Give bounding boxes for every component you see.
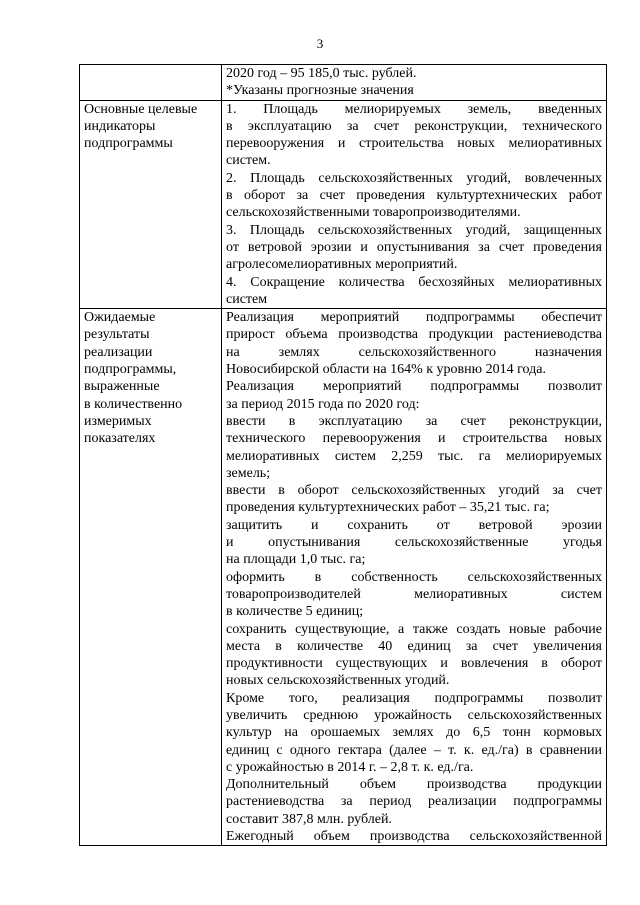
table-row (80, 100, 607, 309)
content-line: в оборот за счет проведения культуртехнических работ (226, 188, 602, 204)
label-line: измеримых (84, 413, 152, 429)
label-line: результаты (84, 327, 150, 343)
content-line: культур на орошаемых землях до 6,5 тонн кормовых (226, 725, 602, 741)
label-line: в количественно (84, 396, 183, 412)
content-line: и опустынивания сельскохозяйственные угодья (226, 535, 602, 551)
table-row (80, 65, 607, 101)
indicator-label-cell (80, 309, 222, 846)
content-line: единиц с одного гектара (далее – т. к. ед./га) в сравнении (226, 742, 602, 758)
label-line: Ожидаемые (84, 310, 156, 326)
content-line: Дополнительный объем производства продукции (226, 777, 602, 793)
content-line: агролесомелиоративных мероприятий. (226, 257, 458, 273)
content-line: увеличить среднюю урожайность сельскохозяйственных (226, 707, 602, 723)
content-line: на землях сельскохозяйственного назначения (226, 344, 602, 360)
label-line: выраженные (84, 379, 160, 395)
content-line: новых сельскохозяйственных угодий. (226, 673, 450, 689)
content-line: прирост объема производства продукции растениеводства (226, 327, 602, 343)
content-line: в количестве 5 единиц; (226, 604, 364, 620)
label-line: индикаторы (84, 118, 156, 134)
content-line: перевооружения и строительства новых мелиоративных (226, 136, 602, 152)
label-line: реализации (84, 344, 153, 360)
content-line: систем. (226, 153, 271, 169)
content-line: за период 2015 года по 2020 год: (226, 396, 420, 412)
content-line: на площади 1,0 тыс. га; (226, 552, 366, 568)
content-line: в эксплуатацию за счет реконструкции, технического (226, 118, 602, 134)
content-line: проведения культуртехнических работ – 35,21 тыс. га; (226, 500, 550, 516)
page-number: 3 (316, 36, 324, 51)
table-row (80, 309, 607, 846)
content-line: с урожайностью в 2014 г. – 2,8 т. к. ед./га. (226, 759, 474, 775)
indicator-label-cell (80, 65, 222, 101)
table-body (80, 65, 607, 846)
content-line: составит 387,8 млн. рублей. (226, 811, 392, 827)
content-line: Кроме того, реализация подпрограммы позволит (226, 690, 602, 706)
content-line: 2020 год – 95 185,0 тыс. рублей. (226, 66, 417, 81)
content-line: 2. Площадь сельскохозяйственных угодий, вовлеченных (226, 170, 602, 186)
content-line: мелиоративных систем 2,259 тыс. га мелиорируемых (226, 448, 602, 464)
indicator-label-cell (80, 100, 222, 309)
label-line: подпрограммы, (84, 362, 177, 378)
content-line: ввести в оборот сельскохозяйственных угодий за счет (226, 483, 602, 499)
content-line: технического перевооружения и строительства новых (226, 431, 602, 447)
content-line: ввести в эксплуатацию за счет реконструкции, (226, 413, 602, 429)
content-line: *Указаны прогнозные значения (226, 83, 414, 99)
label-line: показателях (84, 431, 156, 447)
content-line: товаропроизводителей мелиоративных систем (226, 586, 602, 602)
indicator-content-cell (222, 100, 607, 309)
content-line: растениеводства за период реализации подпрограммы (226, 794, 602, 810)
content-line: 3. Площадь сельскохозяйственных угодий, защищенных (226, 222, 602, 238)
label-line: Основные целевые (84, 101, 198, 117)
content-line: Реализация мероприятий подпрограммы обеспечит (226, 310, 602, 326)
content-line: систем (226, 291, 268, 307)
content-line: 1. Площадь мелиорируемых земель, введенных (226, 101, 602, 117)
content-line: продуктивности существующих и вовлечения в оборот (226, 656, 602, 672)
indicator-content-cell (222, 65, 607, 101)
content-line: сельскохозяйственными товаропроизводителями. (226, 205, 521, 221)
content-line: от ветровой эрозии и опустынивания за счет проведения (226, 239, 602, 255)
indicator-content-cell (222, 309, 607, 846)
content-line: 4. Сокращение количества бесхозяйных мелиоративных (226, 274, 602, 290)
content-line: сохранить существующие, а также создать новые рабочие (226, 621, 602, 637)
content-line: места в количестве 40 единиц за счет увеличения (226, 638, 602, 654)
passport-table (79, 64, 607, 846)
content-line: Ежегодный объем производства сельскохозяйственной (226, 829, 602, 845)
content-line: оформить в собственность сельскохозяйственных (226, 569, 602, 585)
label-line: подпрограммы (84, 136, 173, 152)
content-line: земель; (226, 465, 271, 481)
content-line: Реализация мероприятий подпрограммы позволит (226, 379, 602, 395)
content-line: Новосибирской области на 164% к уровню 2014 года. (226, 362, 546, 378)
content-line: защитить и сохранить от ветровой эрозии (226, 517, 602, 533)
